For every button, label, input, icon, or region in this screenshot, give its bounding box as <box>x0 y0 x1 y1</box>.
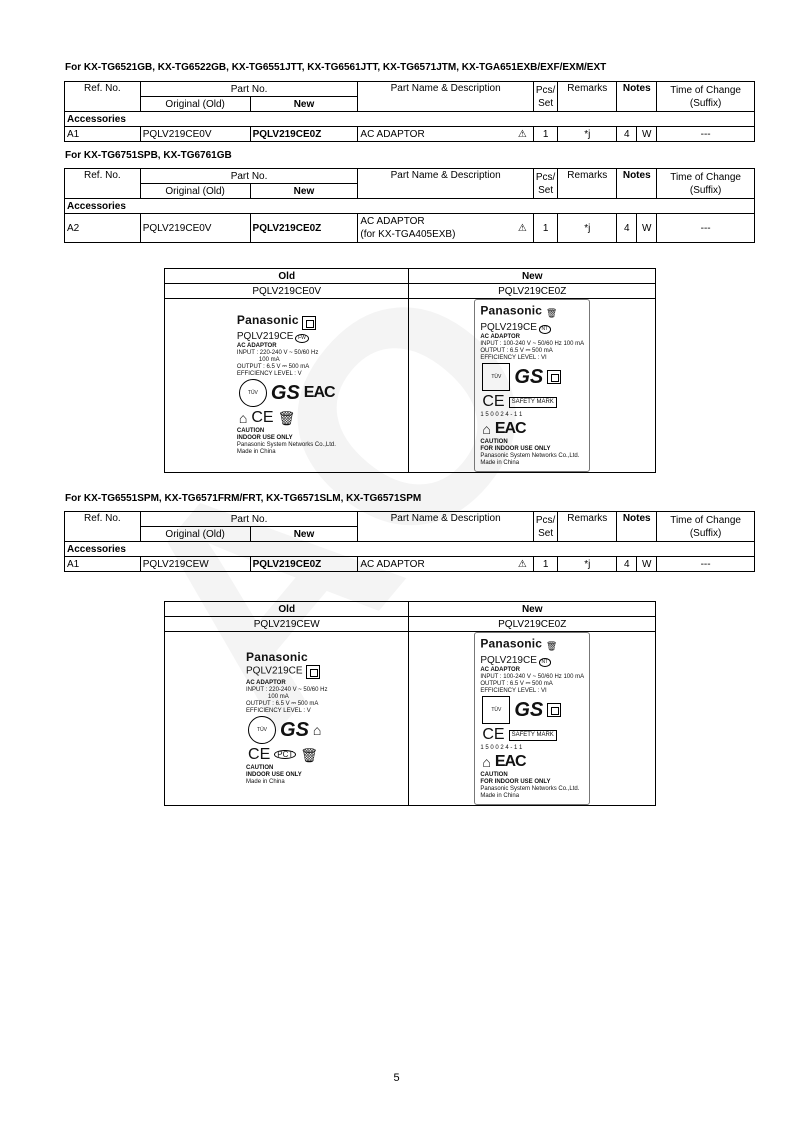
eac-icon: EAC <box>303 383 335 401</box>
suffix: --- <box>657 127 755 142</box>
old-header: Old <box>165 269 409 284</box>
remarks: *j <box>558 127 617 142</box>
header-time-change: Time of Change (Suffix) <box>657 512 755 542</box>
notes: 4 <box>617 214 637 243</box>
notes-2: W <box>637 214 657 243</box>
gs-icon: GS <box>270 381 300 404</box>
parts-table <box>64 511 755 572</box>
ce-icon: CE <box>482 726 505 743</box>
parts-table <box>64 168 755 243</box>
header-original: Original (Old) <box>140 527 250 542</box>
tuv-icon: TÜV <box>482 363 510 391</box>
section-title: For KX-TG6751SPB, KX-TG6761GB <box>65 150 232 161</box>
tuv-icon: TÜV <box>239 379 267 407</box>
new-part-number: PQLV219CE0Z <box>409 617 656 632</box>
notes: 4 <box>617 127 637 142</box>
table-row <box>65 214 755 243</box>
gs-icon: GS <box>280 718 309 741</box>
pcs: 1 <box>533 127 557 142</box>
header-pcs: Pcs/ Set <box>533 512 557 542</box>
double-insulation-icon <box>306 665 320 679</box>
header-notes: Notes <box>617 169 657 199</box>
header-notes: Notes <box>617 512 657 542</box>
new-part-number: PQLV219CE0Z <box>409 284 656 299</box>
header-new: New <box>250 184 358 199</box>
old-part-number: PQLV219CE0V <box>165 284 409 299</box>
header-original: Original (Old) <box>140 97 250 112</box>
new-part: PQLV219CE0Z <box>250 557 358 572</box>
safety-mark: SAFETY MARK <box>509 730 557 741</box>
ce-icon: CE <box>482 393 505 410</box>
weee-bin-icon: 🗑 <box>277 409 296 426</box>
indoor-house-icon: ⌂ <box>238 409 248 426</box>
parts-table <box>64 81 755 142</box>
header-ref: Ref. No. <box>65 169 141 199</box>
header-notes: Notes <box>617 82 657 112</box>
ref-no: A1 <box>65 557 141 572</box>
new-part: PQLV219CE0Z <box>250 214 358 243</box>
pcs: 1 <box>533 214 557 243</box>
old-part: PQLV219CEW <box>140 557 250 572</box>
header-remarks: Remarks <box>558 169 617 199</box>
accessories-label: Accessories <box>65 199 755 214</box>
section-title: For KX-TG6551SPM, KX-TG6571FRM/FRT, KX-TG6571SLM, KX-TG6571SPM <box>65 493 422 504</box>
indoor-house-icon: ⌂ <box>482 421 491 437</box>
ce-icon: CE <box>248 745 271 763</box>
header-new: New <box>250 527 358 542</box>
old-label-image <box>165 632 409 806</box>
table-row <box>65 127 755 142</box>
header-part-name: Part Name & Description <box>358 512 533 542</box>
header-remarks: Remarks <box>558 82 617 112</box>
header-part-no: Part No. <box>140 169 358 184</box>
old-adaptor-label: Panasonic PQLV219CE FW AC ADAPTOR INPUT : 220-240 V ~ 50/60 Hz 100 mA OUTPUT : 6.5 V ⎓ 500 mA EFFICIENCY LEVEL : V TÜV GS EAC ⌂ CE 🗑 CAUTION INDOOR USE ONLY Panasonic System Networks Co.,Ltd. Made in China <box>236 313 336 455</box>
double-insulation-icon <box>547 703 561 717</box>
section-title: For KX-TG6521GB, KX-TG6522GB, KX-TG6551JTT, KX-TG6561JTT, KX-TG6571JTM, KX-TGA651EXB/EXF/EXM/EXT <box>65 62 607 73</box>
header-remarks: Remarks <box>558 512 617 542</box>
nt-icon: NT <box>539 658 552 667</box>
safety-mark: SAFETY MARK <box>509 397 557 408</box>
warning-icon: ⚠ <box>517 222 527 234</box>
ref-no: A2 <box>65 214 141 243</box>
new-adaptor-label: Panasonic 🗑 PQLV219CE NT AC ADAPTOR INPUT : 100-240 V ~ 50/60 Hz 100 mA OUTPUT : 6.5 V ⎓ 500 mA EFFICIENCY LEVEL : VI TÜV GS CE SAFETY MARK 1 5 0 0 2 4 - 1 1 ⌂ EAC CAUTION FOR INDOOR USE ONLY Panasonic System Networks Co.,Ltd. Made in China <box>474 632 590 805</box>
description: AC ADAPTOR (for KX-TGA405EXB) ⚠ <box>358 214 534 243</box>
warning-icon: ⚠ <box>517 558 527 570</box>
tuv-icon: TÜV <box>248 716 276 744</box>
new-part: PQLV219CE0Z <box>250 127 358 142</box>
double-insulation-icon <box>547 370 561 384</box>
indoor-house-icon: ⌂ <box>312 721 322 738</box>
accessories-label: Accessories <box>65 542 755 557</box>
header-original: Original (Old) <box>140 184 250 199</box>
header-part-no: Part No. <box>140 82 358 97</box>
page-number: 5 <box>393 1072 400 1084</box>
remarks: *j <box>558 214 617 243</box>
header-ref: Ref. No. <box>65 82 141 112</box>
old-label-image <box>165 299 409 473</box>
fw-icon: FW <box>295 334 309 343</box>
pct-icon: PCT <box>274 750 296 759</box>
new-label-image <box>409 299 656 473</box>
new-header: New <box>409 602 656 617</box>
weee-bin-icon: 🗑 <box>300 746 319 763</box>
header-part-name: Part Name & Description <box>358 169 534 199</box>
old-header: Old <box>165 602 409 617</box>
double-insulation-icon <box>302 316 316 330</box>
new-header: New <box>409 269 656 284</box>
tuv-icon: TÜV <box>482 696 510 724</box>
remarks: *j <box>558 557 617 572</box>
suffix: --- <box>657 214 755 243</box>
old-part-number: PQLV219CEW <box>165 617 409 632</box>
header-ref: Ref. No. <box>65 512 141 542</box>
weee-bin-icon: 🗑 <box>545 641 558 651</box>
table-row <box>65 557 755 572</box>
notes-2: W <box>637 127 657 142</box>
label-comparison-table <box>164 601 656 806</box>
nt-icon: NT <box>539 325 552 334</box>
old-adaptor-label: Panasonic PQLV219CE AC ADAPTOR INPUT : 220-240 V ~ 50/60 Hz 100 mA OUTPUT : 6.5 V ⎓ 500 mA EFFICIENCY LEVEL : V TÜV GS ⌂ CE PCT 🗑 CAUTION INDOOR USE ONLY Made in China <box>246 649 328 785</box>
header-part-name: Part Name & Description <box>358 82 533 112</box>
header-pcs: Pcs/ Set <box>533 82 557 112</box>
header-new: New <box>250 97 358 112</box>
gs-icon: GS <box>514 699 544 721</box>
old-part: PQLV219CE0V <box>140 127 250 142</box>
description: AC ADAPTOR ⚠ <box>358 557 533 572</box>
weee-bin-icon: 🗑 <box>545 308 558 318</box>
notes-2: W <box>637 557 657 572</box>
accessories-label: Accessories <box>65 112 755 127</box>
indoor-house-icon: ⌂ <box>482 754 491 770</box>
new-label-image <box>409 632 656 806</box>
eac-icon: EAC <box>494 420 526 437</box>
notes: 4 <box>617 557 637 572</box>
new-adaptor-label: Panasonic 🗑 PQLV219CE NT AC ADAPTOR INPUT : 100-240 V ~ 50/60 Hz 100 mA OUTPUT : 6.5 V ⎓ 500 mA EFFICIENCY LEVEL : VI TÜV GS CE SAFETY MARK 1 5 0 0 2 4 - 1 1 ⌂ EAC CAUTION FOR INDOOR USE ONLY Panasonic System Networks Co.,Ltd. Made in China <box>474 299 590 472</box>
description: AC ADAPTOR ⚠ <box>358 127 533 142</box>
ref-no: A1 <box>65 127 141 142</box>
eac-icon: EAC <box>494 753 526 770</box>
suffix: --- <box>657 557 755 572</box>
old-part: PQLV219CE0V <box>140 214 250 243</box>
gs-icon: GS <box>514 366 544 388</box>
pcs: 1 <box>533 557 557 572</box>
header-time-change: Time of Change (Suffix) <box>657 82 755 112</box>
header-pcs: Pcs/ Set <box>533 169 557 199</box>
label-comparison-table <box>164 268 656 473</box>
header-time-change: Time of Change (Suffix) <box>657 169 755 199</box>
header-part-no: Part No. <box>140 512 358 527</box>
ce-icon: CE <box>251 408 274 426</box>
warning-icon: ⚠ <box>517 128 527 140</box>
